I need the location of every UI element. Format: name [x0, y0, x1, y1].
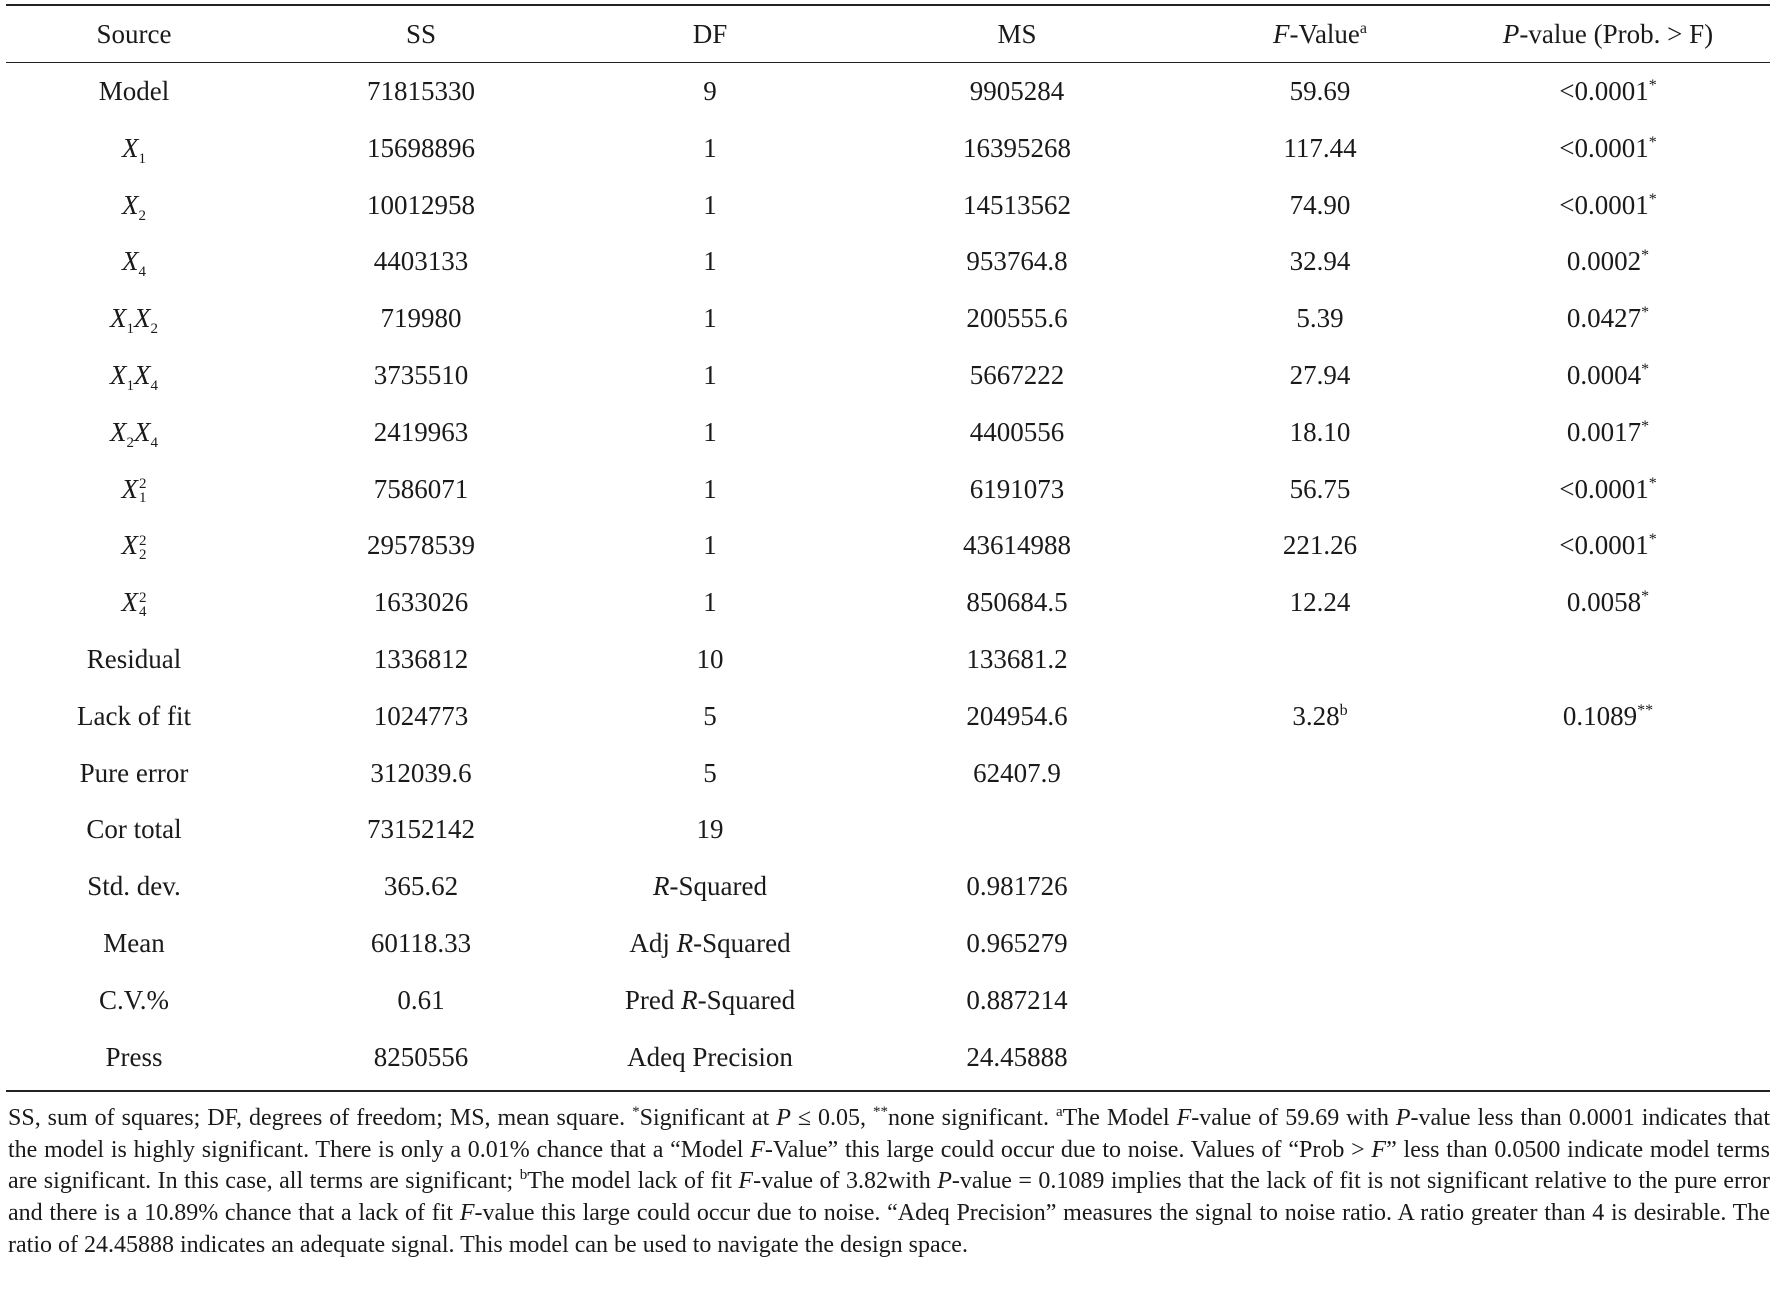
cell-f-value — [1170, 412, 1470, 452]
source-term — [122, 128, 146, 179]
cell-source — [0, 923, 284, 963]
cell-ss: 8250556 — [373, 1041, 469, 1072]
p-value: 0.0017 — [1566, 416, 1642, 447]
f-value: 27.94 — [1289, 360, 1351, 390]
cell-ss: 2419963 — [373, 416, 469, 447]
source-variable: X — [122, 189, 139, 220]
fn-italic: P — [937, 1168, 952, 1195]
header-f-value — [1170, 14, 1470, 54]
source-variable: X — [122, 246, 139, 277]
cell-ss: 15698896 — [367, 132, 475, 163]
cell-ms: 5667222 — [969, 360, 1065, 390]
cell-ms: 0.981726 — [966, 871, 1068, 902]
cell-df: 19 — [696, 814, 724, 845]
fn-text: ≤ 0.05, — [790, 1105, 874, 1131]
cell-p-value — [1458, 412, 1758, 452]
cell-ms: 6191073 — [969, 473, 1065, 504]
p-value-sup: * — [1648, 77, 1657, 94]
f-value: 5.39 — [1296, 303, 1344, 334]
p-value-sup: ** — [1637, 701, 1654, 719]
table-top-rule — [6, 4, 1770, 6]
cell-source — [0, 866, 284, 906]
source-subscript: 1 — [126, 321, 134, 338]
cell-df: 1 — [703, 473, 717, 504]
source-term — [122, 469, 147, 509]
f-value: 32.94 — [1289, 246, 1351, 277]
cell-df: 1 — [703, 303, 717, 334]
cell-source — [0, 525, 284, 565]
cell-df — [560, 923, 860, 963]
p-value: <0.0001 — [1559, 132, 1649, 163]
cell-p-value — [1458, 355, 1758, 395]
source-variable: X — [121, 473, 138, 504]
source-label: C.V.% — [98, 984, 170, 1015]
table-row — [0, 128, 1776, 168]
table-row — [0, 980, 1776, 1020]
p-value: <0.0001 — [1559, 473, 1649, 504]
table-row — [0, 185, 1776, 225]
cell-ss: 1633026 — [373, 587, 469, 618]
header-p-rest: -value (Prob. > F) — [1519, 19, 1714, 49]
source-variable: X — [121, 530, 138, 561]
cell-f-value — [1170, 71, 1470, 111]
p-value: <0.0001 — [1559, 189, 1649, 220]
p-value-sup: * — [1641, 247, 1650, 265]
cell-ms: 0.887214 — [966, 984, 1068, 1015]
source-label: Pure error — [79, 757, 189, 788]
table-row — [0, 639, 1776, 679]
p-value: 0.1089 — [1562, 700, 1638, 731]
fn-sup: b — [519, 1167, 528, 1184]
table-row — [0, 923, 1776, 963]
fn-text: -value = 0.1089 implies that the lack of fit is not significant relative to the pure error and there is a 10.89% chance that a lack of fit — [8, 1168, 1771, 1227]
df-text: Adeq Precision — [627, 1041, 793, 1072]
cell-ss: 1024773 — [373, 700, 469, 731]
df-text: -Squared — [669, 871, 767, 902]
cell-df: 5 — [703, 700, 717, 731]
fn-text: -value this large could occur due to noise. “Adeq Precision” measures the signal to noise ratio. A ratio greater than 4 is desirable. The ratio of 24.45888 indicates an adequate signal. This model can be used to navigate the design space. — [8, 1200, 1770, 1258]
cell-ms: 16395268 — [963, 132, 1071, 163]
fn-text: The Model — [1062, 1105, 1177, 1131]
cell-df: 1 — [703, 189, 717, 220]
fn-text: none significant. — [888, 1105, 1056, 1131]
source-variable: X — [134, 416, 151, 447]
table-row — [0, 241, 1776, 281]
source-subscript: 4 — [150, 434, 158, 451]
cell-source — [0, 809, 284, 849]
p-value-sup: * — [1641, 361, 1650, 378]
source-index-stack — [139, 477, 147, 505]
cell-ms: 62407.9 — [973, 757, 1061, 788]
header-df: DF — [692, 19, 728, 49]
cell-f-value — [1170, 582, 1470, 622]
p-value: 0.0427 — [1566, 303, 1642, 334]
p-value: 0.0004 — [1566, 360, 1642, 390]
table-row — [0, 71, 1776, 111]
source-subscript: 4 — [139, 603, 147, 620]
fn-text: -value of 59.69 with — [1191, 1105, 1396, 1131]
source-term — [110, 355, 158, 406]
table-row — [0, 753, 1776, 793]
fn-italic: F — [750, 1136, 765, 1163]
source-label: Model — [98, 76, 170, 106]
cell-ss: 10012958 — [367, 189, 475, 220]
table-bottom-rule — [6, 1090, 1770, 1092]
fn-text: -value less than 0.0001 indicates that the model is highly significant. There is only a 0.01% chance that a “Model — [8, 1105, 1770, 1163]
cell-f-value — [1170, 696, 1470, 736]
cell-source — [0, 298, 284, 349]
cell-source — [0, 355, 284, 406]
cell-p-value — [1458, 71, 1758, 111]
source-variable: X — [121, 587, 138, 618]
p-value-sup: * — [1648, 474, 1657, 492]
cell-p-value — [1458, 185, 1758, 225]
cell-p-value — [1458, 696, 1758, 736]
cell-source — [0, 241, 284, 292]
cell-ms: 204954.6 — [966, 700, 1068, 731]
table-row — [0, 469, 1776, 509]
table-row — [0, 696, 1776, 736]
cell-p-value — [1458, 128, 1758, 168]
source-variable: X — [134, 360, 151, 390]
cell-df: 5 — [703, 757, 717, 788]
cell-ms: 14513562 — [963, 189, 1071, 220]
fn-text: Significant at — [639, 1105, 777, 1131]
source-label: Std. dev. — [87, 871, 181, 902]
cell-p-value — [1458, 469, 1758, 509]
cell-ms: 43614988 — [963, 530, 1071, 561]
source-superscript: 2 — [139, 533, 147, 550]
source-variable: X — [134, 303, 151, 334]
f-value: 59.69 — [1289, 76, 1351, 106]
table-row — [0, 866, 1776, 906]
cell-df: 9 — [703, 76, 717, 106]
fn-text: -value of 3.82with — [753, 1168, 938, 1195]
source-index-stack — [139, 534, 147, 562]
cell-f-value — [1170, 298, 1470, 338]
table-row — [0, 412, 1776, 452]
header-source: Source — [96, 19, 172, 49]
p-value-sup: * — [1648, 531, 1657, 549]
cell-df: 1 — [703, 587, 717, 618]
source-term — [110, 412, 158, 463]
source-superscript: 2 — [139, 476, 147, 493]
cell-source — [0, 696, 284, 736]
cell-source — [0, 412, 284, 463]
cell-df — [560, 980, 860, 1020]
cell-df — [560, 866, 860, 906]
source-term — [122, 241, 146, 292]
header-ms: MS — [997, 19, 1037, 49]
df-text: -Squared — [697, 984, 796, 1015]
fn-sup: * — [632, 1104, 640, 1120]
cell-ss: 71815330 — [367, 76, 475, 106]
source-subscript: 2 — [150, 321, 158, 338]
fn-sup: ** — [873, 1104, 889, 1120]
header-ss: SS — [405, 19, 437, 49]
p-value-sup: * — [1641, 417, 1650, 435]
fn-text: The model lack of fit — [527, 1168, 739, 1195]
cell-df: 1 — [703, 416, 717, 447]
cell-source — [0, 71, 284, 111]
cell-ss: 4403133 — [373, 246, 469, 277]
p-value-sup: * — [1648, 133, 1657, 151]
cell-source — [0, 980, 284, 1020]
source-superscript: 2 — [139, 589, 147, 606]
fn-italic: P — [776, 1105, 791, 1131]
source-label: Residual — [86, 644, 182, 674]
df-italic: R — [681, 984, 698, 1015]
source-subscript: 2 — [139, 547, 147, 564]
header-f-rest: -Value — [1289, 19, 1360, 49]
p-value: <0.0001 — [1559, 530, 1649, 561]
cell-ss: 312039.6 — [370, 757, 472, 788]
cell-p-value — [1458, 582, 1758, 622]
source-term — [110, 298, 158, 349]
cell-f-value — [1170, 241, 1470, 281]
cell-ms: 4400556 — [969, 416, 1065, 447]
cell-ms: 850684.5 — [966, 587, 1068, 618]
f-value: 18.10 — [1289, 416, 1351, 447]
fn-italic: F — [738, 1168, 754, 1195]
cell-source — [0, 753, 284, 793]
fn-text: -Value” this large could occur due to noise. Values of “Prob > — [764, 1136, 1372, 1163]
f-value: 74.90 — [1289, 189, 1351, 220]
cell-ss: 719980 — [380, 303, 462, 334]
p-value-sup: * — [1648, 190, 1657, 208]
source-label: Mean — [103, 928, 165, 958]
source-label: Press — [105, 1041, 163, 1072]
f-value: 56.75 — [1289, 473, 1351, 504]
cell-ss: 7586071 — [373, 473, 469, 504]
cell-df: 1 — [703, 360, 717, 390]
f-value-sup: b — [1339, 701, 1348, 719]
table-row — [0, 809, 1776, 849]
cell-df: 1 — [703, 132, 717, 163]
source-variable: X — [110, 416, 127, 447]
f-value: 117.44 — [1283, 132, 1357, 163]
fn-text: SS, sum of squares; DF, degrees of freedom; MS, mean square. — [8, 1105, 633, 1131]
p-value: 0.0058 — [1566, 587, 1642, 618]
table-header-row — [0, 14, 1776, 54]
table-row — [0, 525, 1776, 565]
source-variable: X — [110, 360, 127, 390]
cell-source — [0, 1037, 284, 1077]
fn-italic: F — [1176, 1105, 1192, 1131]
cell-df: 1 — [703, 530, 717, 561]
source-label: Cor total — [86, 814, 182, 845]
source-label: Lack of fit — [77, 700, 191, 731]
cell-source — [0, 469, 284, 509]
p-value-sup: * — [1641, 304, 1650, 322]
fn-text: ” less than 0.0500 indicate model terms are significant. In this case, all terms are significant; — [8, 1136, 1770, 1195]
cell-source — [0, 128, 284, 179]
cell-ms: 200555.6 — [966, 303, 1068, 334]
df-italic: R — [676, 928, 694, 958]
cell-df: 10 — [696, 644, 724, 674]
header-f-sup: a — [1359, 20, 1368, 37]
cell-ss: 365.62 — [383, 871, 459, 902]
p-value: 0.0002 — [1566, 246, 1642, 277]
cell-source — [0, 582, 284, 622]
source-subscript: 1 — [138, 150, 146, 167]
source-index-stack — [139, 591, 147, 619]
source-subscript: 4 — [138, 264, 146, 281]
table-header-rule — [6, 62, 1770, 63]
f-value: 3.28 — [1292, 700, 1340, 731]
cell-ms: 953764.8 — [966, 246, 1068, 277]
cell-df — [560, 1037, 860, 1077]
header-p-value — [1458, 14, 1758, 54]
cell-ms: 0.965279 — [966, 928, 1068, 958]
df-text: Pred — [624, 984, 682, 1015]
p-value-sup: * — [1641, 588, 1650, 606]
cell-df: 1 — [703, 246, 717, 277]
f-value: 12.24 — [1289, 587, 1351, 618]
table-row — [0, 582, 1776, 622]
source-term — [122, 525, 147, 565]
cell-f-value — [1170, 469, 1470, 509]
cell-source — [0, 185, 284, 236]
source-subscript: 2 — [138, 207, 146, 224]
fn-sup: a — [1055, 1104, 1063, 1120]
cell-p-value — [1458, 525, 1758, 565]
source-variable: X — [110, 303, 127, 334]
cell-ss: 29578539 — [367, 530, 475, 561]
df-italic: R — [653, 871, 670, 902]
cell-ss: 60118.33 — [370, 928, 472, 958]
table-row — [0, 298, 1776, 338]
header-p-italic: P — [1502, 19, 1520, 49]
table-row — [0, 355, 1776, 395]
header-f-italic: F — [1272, 19, 1290, 49]
source-subscript: 4 — [150, 378, 158, 394]
table-footnote — [8, 1103, 1770, 1262]
cell-ss: 3735510 — [373, 360, 469, 390]
cell-f-value — [1170, 355, 1470, 395]
df-text: Adj — [629, 928, 677, 958]
cell-source — [0, 639, 284, 679]
cell-f-value — [1170, 185, 1470, 225]
cell-p-value — [1458, 298, 1758, 338]
table-row — [0, 1037, 1776, 1077]
cell-ms: 133681.2 — [966, 644, 1068, 674]
fn-italic: F — [459, 1200, 475, 1227]
p-value: <0.0001 — [1559, 76, 1649, 106]
cell-p-value — [1458, 241, 1758, 281]
fn-italic: F — [1371, 1136, 1387, 1163]
source-term — [122, 582, 147, 622]
source-term — [122, 185, 146, 236]
cell-f-value — [1170, 128, 1470, 168]
source-subscript: 1 — [139, 490, 147, 507]
source-variable: X — [122, 132, 139, 163]
cell-ss: 1336812 — [373, 644, 469, 674]
cell-ss: 0.61 — [397, 984, 445, 1015]
source-subscript: 2 — [126, 434, 134, 451]
fn-italic: P — [1395, 1105, 1411, 1131]
cell-f-value — [1170, 525, 1470, 565]
source-subscript: 1 — [126, 378, 134, 394]
f-value: 221.26 — [1282, 530, 1358, 561]
cell-ss: 73152142 — [367, 814, 475, 845]
cell-ms: 24.45888 — [966, 1041, 1068, 1072]
df-text: -Squared — [693, 928, 791, 958]
cell-ms: 9905284 — [969, 76, 1065, 106]
